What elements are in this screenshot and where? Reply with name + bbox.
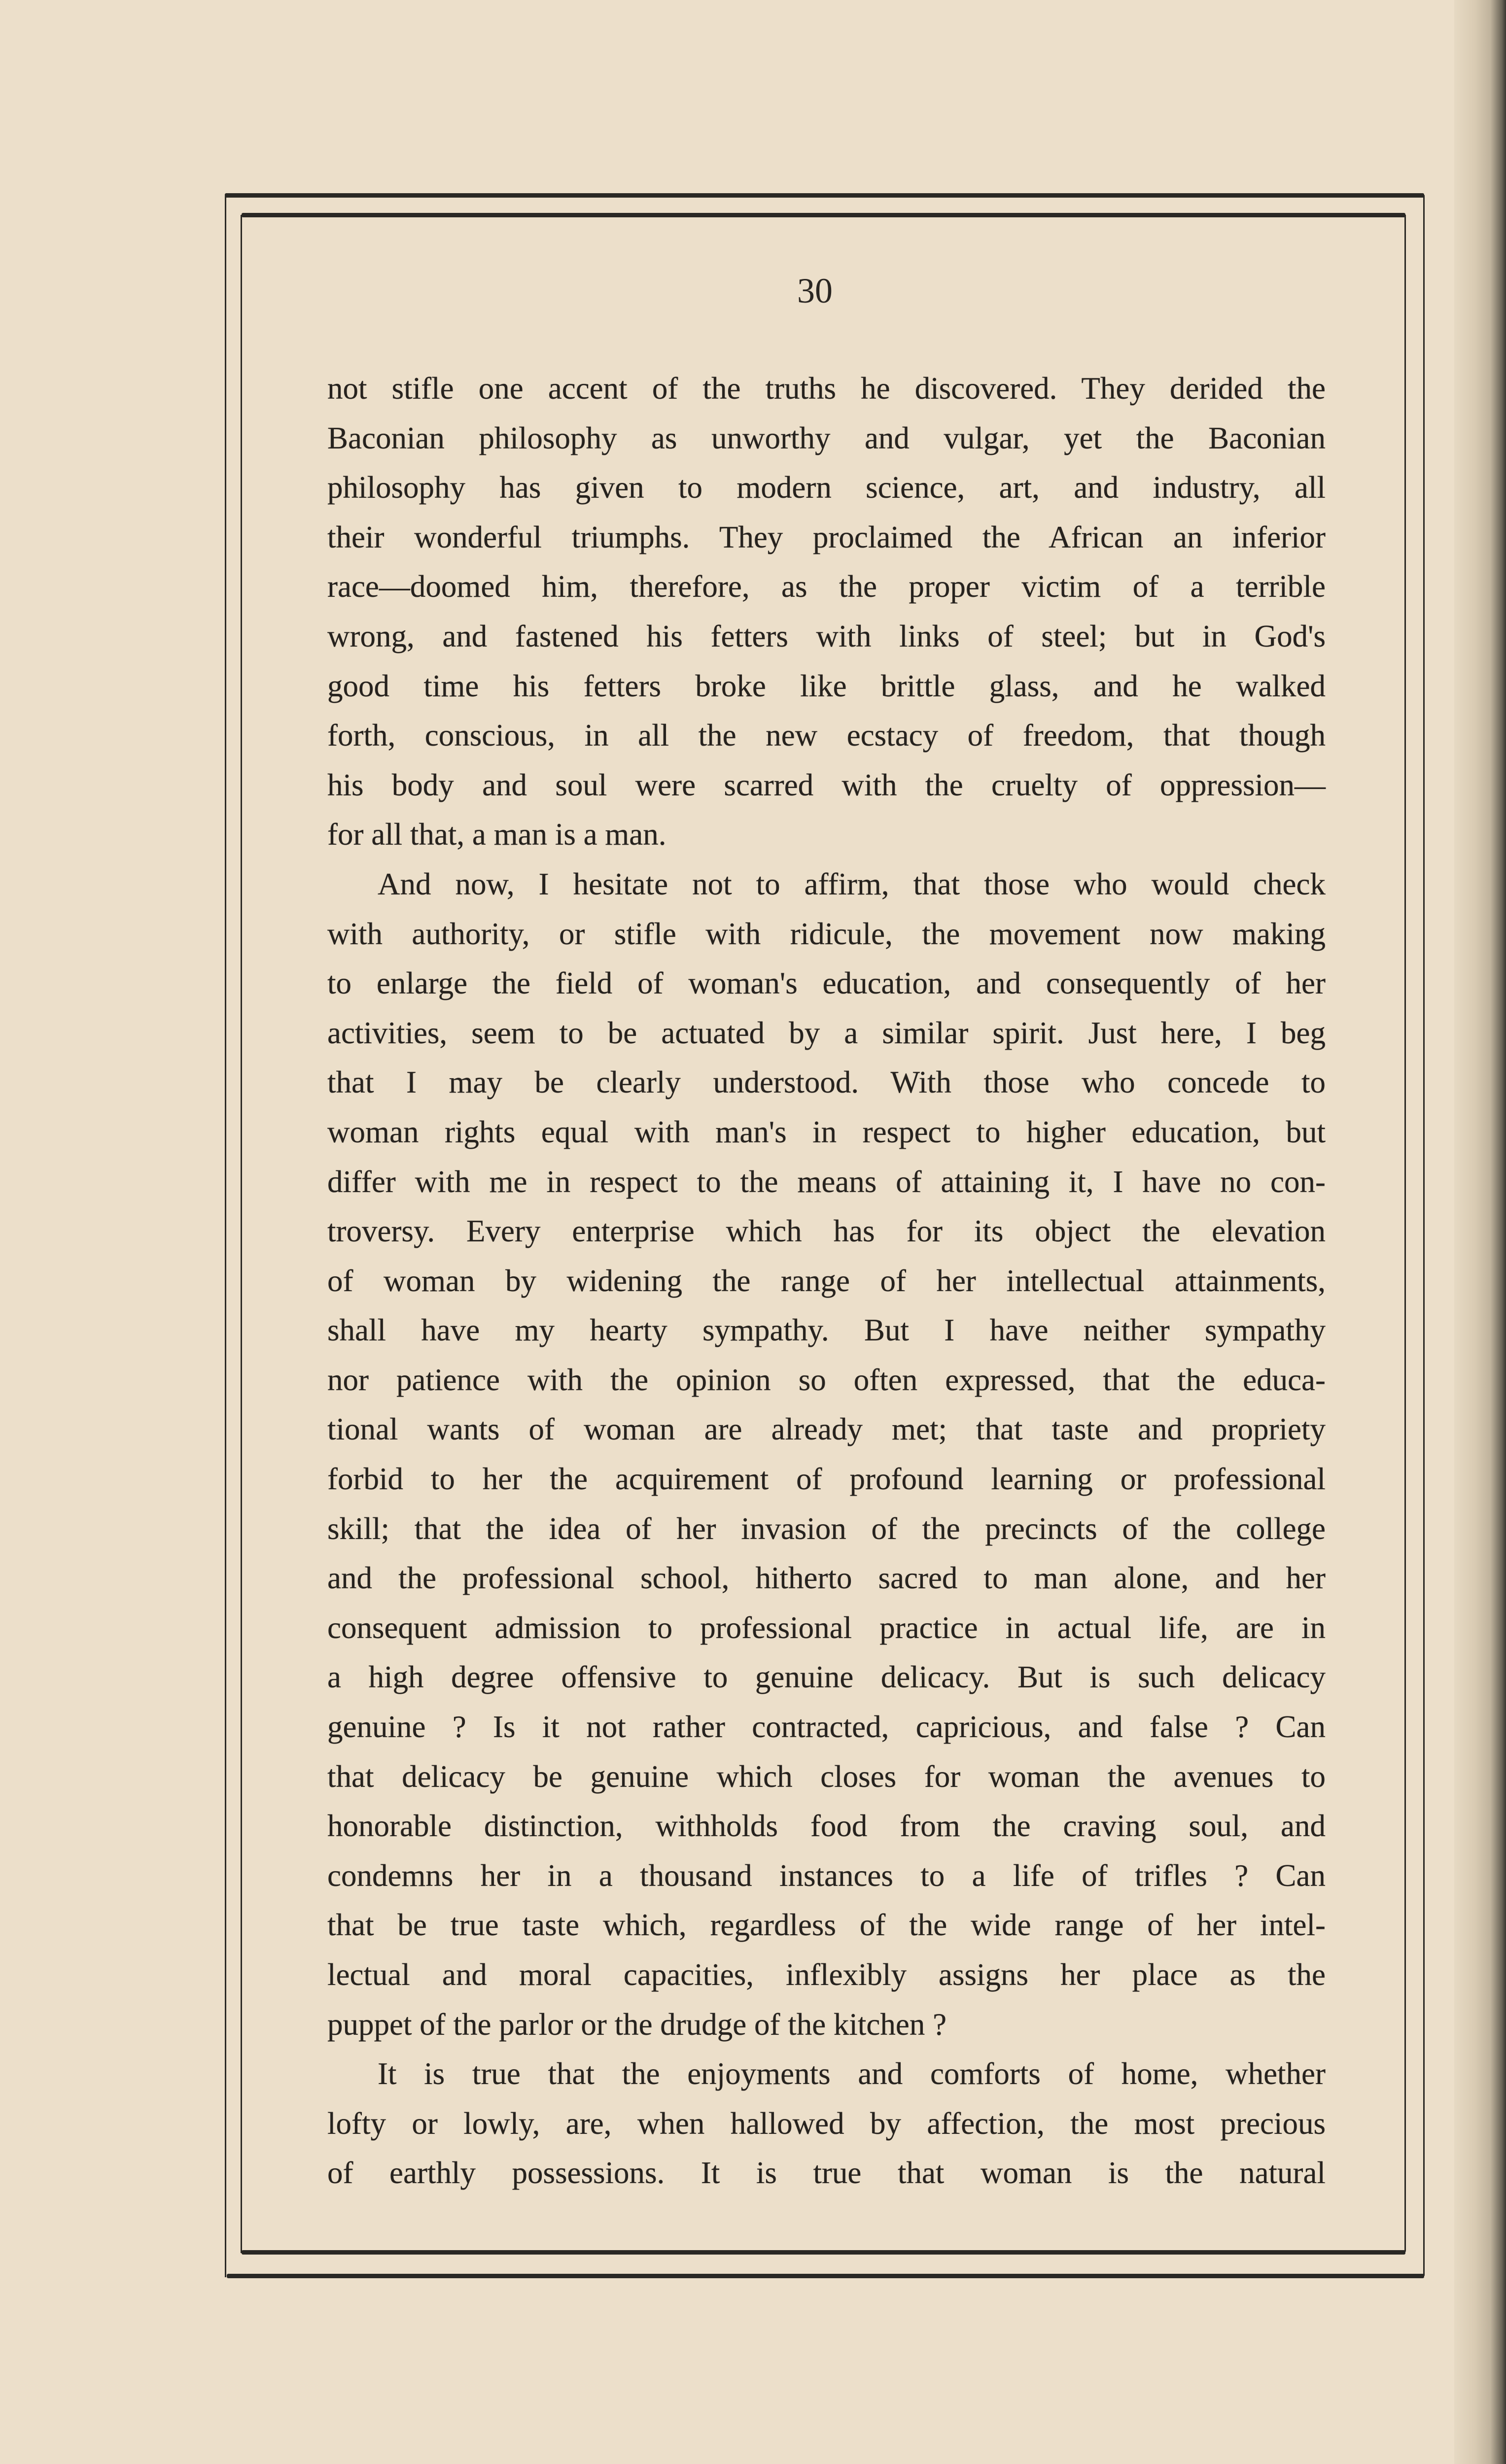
text-line: shall have my hearty sympathy. But I have neither sympathy [327, 1313, 1326, 1348]
text-line: a high degree offensive to genuine delicacy. But is such delicacy [327, 1660, 1326, 1695]
paragraph [327, 2049, 1326, 2198]
text-line: woman rights equal with man's in respect to higher education, but [327, 1114, 1326, 1149]
text-line: forbid to her the acquirement of profound learning or professional [327, 1462, 1326, 1497]
paper-edge-shadow [1454, 0, 1506, 2464]
outer-frame-bottom-rule [227, 2274, 1424, 2278]
text-line: that I may be clearly understood. With those who concede to [327, 1065, 1326, 1100]
inner-frame-left-rule [241, 215, 242, 2253]
text-line: philosophy has given to modern science, art, and industry, all [327, 470, 1326, 505]
text-line: of woman by widening the range of her intellectual attainments, [327, 1263, 1326, 1298]
text-line: It is true that the enjoyments and comforts of home, whether [378, 2056, 1326, 2091]
text-line: their wonderful triumphs. They proclaimed the African an inferior [327, 519, 1326, 554]
outer-frame-left-rule [225, 195, 226, 2277]
text-line: puppet of the parlor or the drudge of the kitchen ? [327, 2007, 947, 2042]
inner-frame-bottom-rule [242, 2250, 1405, 2255]
text-line: that delicacy be genuine which closes for woman the avenues to [327, 1759, 1326, 1794]
outer-frame-right-rule [1423, 195, 1425, 2276]
text-line: wrong, and fastened his fetters with links of steel; but in God's [327, 618, 1326, 653]
text-line: of earthly possessions. It is true that woman is the natural [327, 2156, 1326, 2190]
inner-frame-top-rule [242, 213, 1405, 217]
text-line: forth, conscious, in all the new ecstacy of freedom, that though [327, 718, 1326, 753]
text-line: race—doomed him, therefore, as the proper victim of a terrible [327, 569, 1326, 604]
text-line: with authority, or stifle with ridicule, the movement now making [327, 916, 1326, 951]
text-line: differ with me in respect to the means of attaining it, I have no con- [327, 1164, 1326, 1199]
text-line: nor patience with the opinion so often expressed, that the educa- [327, 1362, 1326, 1397]
body-text [327, 364, 1326, 2198]
inner-frame-right-rule [1404, 215, 1406, 2252]
text-line: his body and soul were scarred with the cruelty of oppression— [327, 767, 1326, 802]
text-line: for all that, a man is a man. [327, 817, 666, 852]
outer-frame-top-rule [225, 193, 1424, 198]
text-line: that be true taste which, regardless of the wide range of her intel- [327, 1908, 1326, 1943]
text-line: activities, seem to be actuated by a similar spirit. Just here, I beg [327, 1015, 1326, 1050]
text-line: consequent admission to professional practice in actual life, are in [327, 1610, 1326, 1645]
text-line: and the professional school, hitherto sacred to man alone, and her [327, 1561, 1326, 1596]
paragraph [327, 364, 1326, 859]
text-line: skill; that the idea of her invasion of the precincts of the college [327, 1511, 1326, 1546]
page-number: 30 [797, 271, 833, 310]
paragraph [327, 859, 1326, 2049]
text-line: genuine ? Is it not rather contracted, capricious, and false ? Can [327, 1710, 1326, 1745]
text-line: not stifle one accent of the truths he discovered. They derided the [327, 371, 1326, 406]
text-line: Baconian philosophy as unworthy and vulgar, yet the Baconian [327, 420, 1326, 455]
text-line: honorable distinction, withholds food from the craving soul, and [327, 1809, 1326, 1844]
text-line: troversy. Every enterprise which has for its object the elevation [327, 1214, 1326, 1249]
text-line: And now, I hesitate not to affirm, that those who would check [378, 866, 1326, 901]
text-line: to enlarge the field of woman's education, and consequently of her [327, 966, 1326, 1001]
text-line: lofty or lowly, are, when hallowed by affection, the most precious [327, 2106, 1326, 2141]
text-line: lectual and moral capacities, inflexibly assigns her place as the [327, 1957, 1326, 1992]
text-line: tional wants of woman are already met; that taste and propriety [327, 1412, 1326, 1447]
text-line: condemns her in a thousand instances to a life of trifles ? Can [327, 1858, 1326, 1893]
text-line: good time his fetters broke like brittle glass, and he walked [327, 668, 1326, 703]
